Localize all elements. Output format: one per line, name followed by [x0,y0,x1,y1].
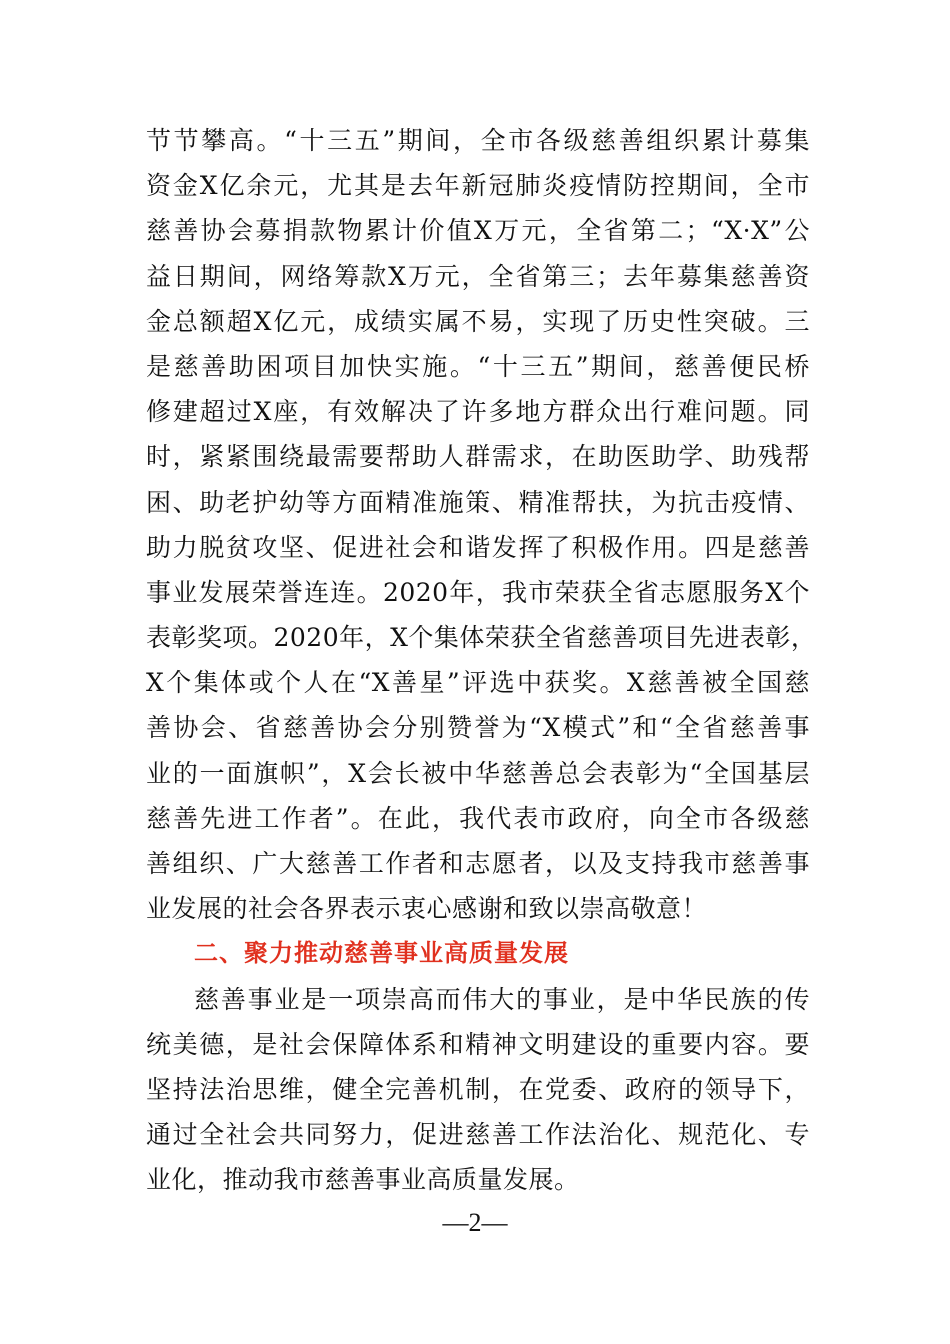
page-number: —2— [442,1208,508,1237]
text-line: 通过全社会共同努力，促进慈善工作法治化、规范化、专 [146,1120,810,1150]
text-line: 善组织、广大慈善工作者和志愿者，以及支持我市慈善事 [146,849,810,878]
text-line: 业化，推动我市慈善事业高质量发展。 [146,1165,580,1195]
text-line: 是慈善助困项目加快实施。“十三五”期间，慈善便民桥 [146,351,810,381]
text-line: 修建超过X座，有效解决了许多地方群众出行难问题。同 [146,397,810,427]
text-line: 表彰奖项。2020年，X个集体荣获全省慈善项目先进表彰， [146,623,817,653]
text-line: 业的一面旗帜”，X会长被中华慈善总会表彰为“全国基层 [146,758,810,788]
text-line: 坚持法治思维，健全完善机制，在党委、政府的领导下， [146,1074,810,1104]
text-line: 资金X亿余元，尤其是去年新冠肺炎疫情防控期间，全市 [146,171,810,201]
text-line: 助力脱贫攻坚、促进社会和谐发挥了积极作用。四是慈善 [146,532,810,562]
text-line: 节节攀高。“十三五”期间，全市各级慈善组织累计募集 [146,126,810,155]
text-line: X个集体或个人在“X善星”评选中获奖。X慈善被全国慈 [146,668,810,698]
text-line: 慈善先进工作者”。在此，我代表市政府，向全市各级慈 [146,803,810,833]
text-line: 益日期间，网络筹款X万元，全省第三；去年募集慈善资 [146,261,810,291]
text-line: 事业发展荣誉连连。2020年，我市荣获全省志愿服务X个 [146,577,810,607]
text-line: 善协会、省慈善协会分别赞誉为“X模式”和“全省慈善事 [146,713,810,743]
text-line: 慈善协会募捐款物累计价值X万元，全省第二；“X·X”公 [146,216,810,246]
text-line: 业发展的社会各界表示衷心感谢和致以崇高敬意！ [146,894,708,924]
paragraph-2 [146,977,810,1203]
text-line: 慈善事业是一项崇高而伟大的事业，是中华民族的传 [194,984,810,1014]
text-line: 困、助老护幼等方面精准施策、精准帮扶，为抗击疫情、 [146,487,810,517]
text-line: 金总额超X亿元，成绩实属不易，实现了历史性突破。三 [146,306,810,336]
text-line: 时，紧紧围绕最需要帮助人群需求，在助医助学、助残帮 [146,442,810,472]
section-heading: 二、聚力推动慈善事业高质量发展 [194,939,569,968]
paragraph-1 [146,118,817,931]
document-body [146,118,817,1203]
text-line: 统美德，是社会保障体系和精神文明建设的重要内容。要 [146,1029,810,1059]
